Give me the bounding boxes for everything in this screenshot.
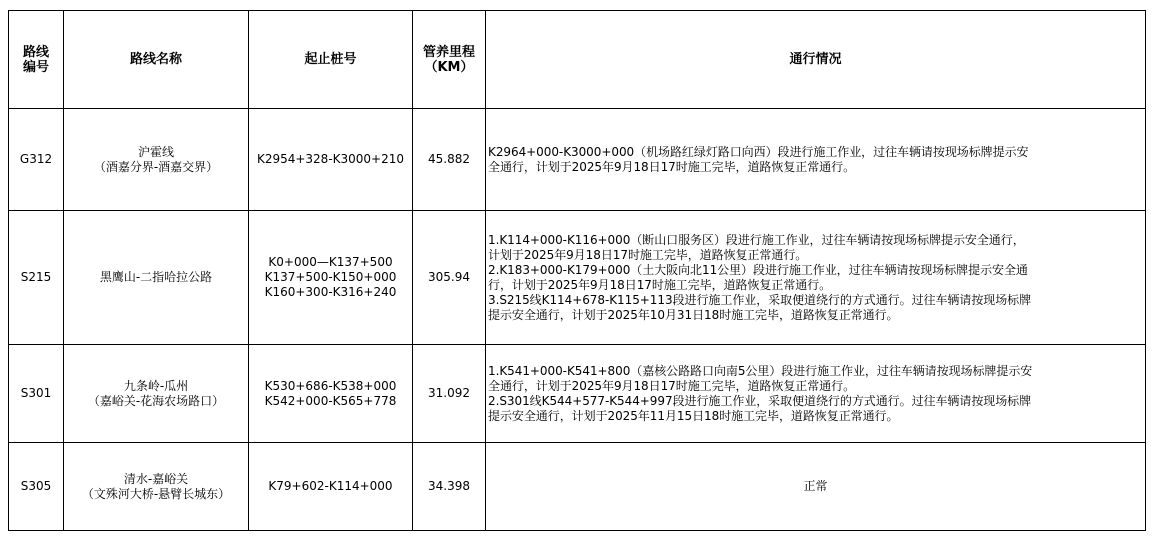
route-code: S305	[9, 443, 64, 531]
header-stake: 起止桩号	[249, 11, 413, 109]
stake-line: K160+300-K316+240	[264, 285, 397, 299]
header-mileage	[413, 11, 486, 109]
traffic-status	[486, 109, 1146, 211]
traffic-status: 正常	[486, 443, 1146, 531]
status-line: 行，计划于2025年9月18日17时施工完毕，道路恢复正常通行。	[488, 277, 832, 292]
route-code: G312	[9, 109, 64, 211]
traffic-status	[486, 211, 1146, 345]
stake-line: K2954+328-K3000+210	[256, 152, 405, 166]
header-route-code	[9, 11, 64, 109]
stake-line: K542+000-K565+778	[264, 393, 397, 408]
mileage: 34.398	[413, 443, 486, 531]
stake-range	[249, 109, 413, 211]
status-line: 1.K541+000-K541+800（嘉核公路路口向南5公里）段进行施工作业，过往车辆请按现场标牌提示安	[488, 363, 1033, 378]
mileage: 31.092	[413, 345, 486, 443]
route-code: S301	[9, 345, 64, 443]
route-name	[64, 443, 249, 531]
stake-line: K530+686-K538+000	[264, 378, 397, 393]
status-line: K2964+000-K3000+000（机场路红绿灯路口向西）段进行施工作业，过往车辆请按现场标牌提示安	[488, 144, 1029, 159]
route-name-line: 黑鹰山-二指哈拉公路	[99, 270, 213, 284]
status-line: 2.K183+000-K179+000（土大阪向北11公里）段进行施工作业，过往车辆请按现场标牌提示安全通	[488, 262, 1028, 277]
route-name-line: 沪霍线	[137, 144, 174, 159]
header-mileage-line2: （KM）	[424, 59, 474, 75]
stake-line: K79+602-K114+000	[268, 479, 393, 493]
table-row	[9, 211, 1146, 345]
stake-range	[249, 345, 413, 443]
route-name-line: （酒嘉分界-酒嘉交界）	[93, 159, 219, 174]
header-mileage-line1: 管养里程	[422, 44, 475, 60]
stake-range	[249, 443, 413, 531]
mileage: 45.882	[413, 109, 486, 211]
status-line: 2.S301线K544+577-K544+997段进行施工作业，采取便道绕行的方式通行。过往车辆请按现场标牌	[488, 393, 1032, 408]
route-name	[64, 109, 249, 211]
route-name-line: （文殊河大桥-悬臂长城东）	[81, 486, 231, 501]
header-route-name: 路线名称	[64, 11, 249, 109]
table-row	[9, 443, 1146, 531]
status-line: 全通行，计划于2025年9月18日17时施工完毕，道路恢复正常通行。	[488, 159, 856, 174]
route-name	[64, 211, 249, 345]
route-name-line: 清水-嘉峪关	[123, 471, 189, 486]
status-line: 全通行，计划于2025年9月18日17时施工完毕，道路恢复正常通行。	[488, 378, 856, 393]
status-line: 3.S215线K114+678-K115+113段进行施工作业，采取便道绕行的方式通行。过往车辆请按现场标牌	[488, 292, 1032, 307]
status-line: 1.K114+000-K116+000（断山口服务区）段进行施工作业，过往车辆请按现场标牌提示安全通行，	[488, 232, 1025, 247]
stake-line: K137+500-K150+000	[264, 270, 397, 284]
table-row	[9, 345, 1146, 443]
status-line: 计划于2025年9月18日17时施工完毕，道路恢复正常通行。	[488, 247, 808, 262]
route-code: S215	[9, 211, 64, 345]
traffic-status	[486, 345, 1146, 443]
table-header-row	[9, 11, 1146, 109]
mileage: 305.94	[413, 211, 486, 345]
table-row	[9, 109, 1146, 211]
header-route-code-line2: 编号	[22, 59, 49, 75]
route-name-line: （嘉峪关-花海农场路口）	[87, 393, 225, 408]
header-route-code-line1: 路线	[22, 44, 49, 60]
header-status: 通行情况	[486, 11, 1146, 109]
status-line: 提示安全通行，计划于2025年10月31日18时施工完毕，道路恢复正常通行。	[488, 307, 899, 322]
stake-range	[249, 211, 413, 345]
route-name	[64, 345, 249, 443]
status-line: 提示安全通行，计划于2025年11月15日18时施工完毕，道路恢复正常通行。	[488, 408, 899, 423]
stake-line: K0+000—K137+500	[268, 255, 393, 269]
route-name-line: 九条岭-瓜州	[123, 378, 189, 393]
road-status-table	[8, 10, 1146, 531]
